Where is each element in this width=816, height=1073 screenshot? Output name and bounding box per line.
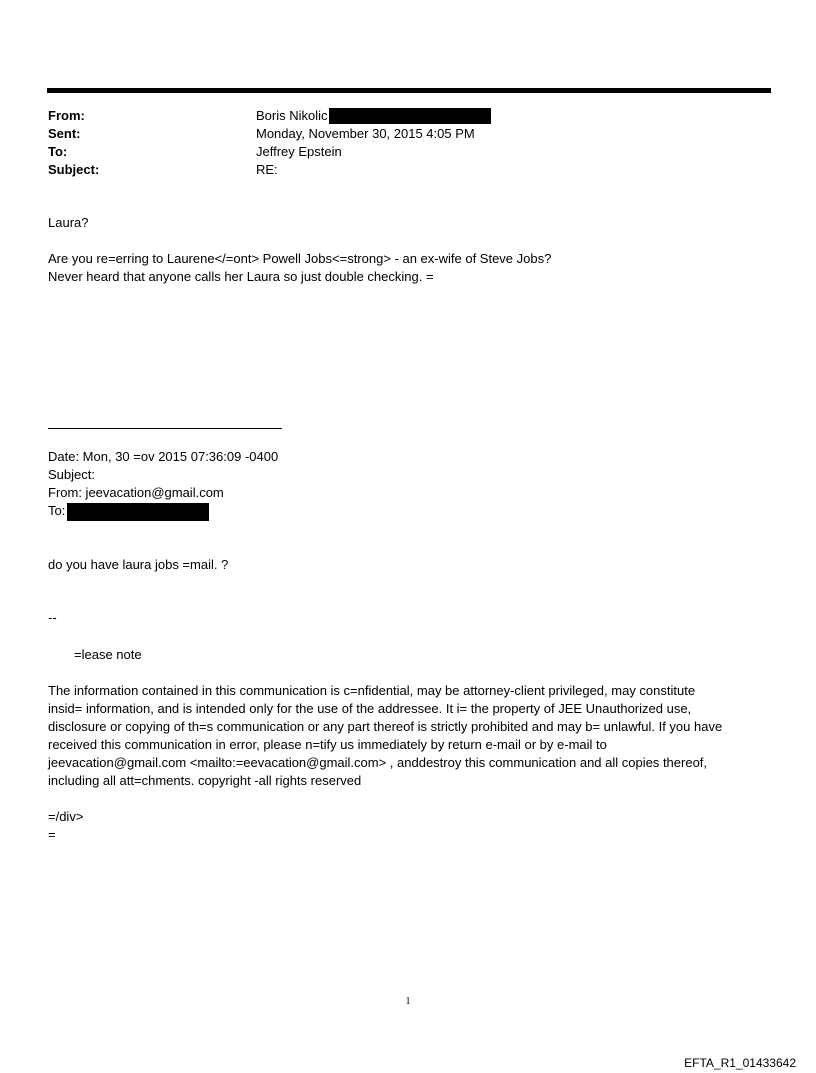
quoted-message: do you have laura jobs =mail. ?	[48, 557, 229, 572]
reply-body	[48, 214, 768, 286]
reply-line-2: Are you re=erring to Laurene</=ont> Powell Jobs<=strong> - an ex-wife of Steve Jobs?	[48, 251, 552, 266]
disclaimer	[48, 682, 778, 790]
quoted-headers	[48, 448, 278, 521]
subject-row	[48, 161, 491, 179]
please-note: =lease note	[74, 647, 142, 662]
disclaimer-line: The information contained in this communication is c=nfidential, may be attorney-client privileged, may constitute	[48, 683, 696, 698]
email-header	[48, 107, 491, 179]
to-label: To:	[48, 144, 68, 159]
trailer-line-2: =	[48, 827, 56, 842]
sent-label: Sent:	[48, 126, 81, 141]
quote-divider	[48, 428, 282, 429]
sent-row	[48, 125, 491, 143]
quoted-subject: Subject:	[48, 467, 95, 482]
quoted-to-label: To:	[48, 503, 66, 518]
disclaimer-line: disclosure or copying of th=s communication or any part thereof is strictly prohibited and may b= unlawful. If you have	[48, 719, 723, 734]
to-row	[48, 143, 491, 161]
quoted-to-row	[48, 502, 278, 521]
document-id: EFTA_R1_01433642	[684, 1056, 796, 1070]
subject-label: Subject:	[48, 162, 100, 177]
page-number: 1	[405, 996, 411, 1007]
disclaimer-line: including all att=chments. copyright -all rights reserved	[48, 773, 362, 788]
quoted-date: Date: Mon, 30 =ov 2015 07:36:09 -0400	[48, 449, 279, 464]
from-value: Boris Nikolic	[256, 108, 328, 123]
redaction-box	[329, 108, 491, 124]
subject-value: RE:	[256, 162, 278, 177]
sent-value: Monday, November 30, 2015 4:05 PM	[256, 126, 475, 141]
quoted-from: From: jeevacation@gmail.com	[48, 485, 224, 500]
signature-dashes: --	[48, 610, 57, 625]
from-row	[48, 107, 491, 125]
trailer-line-1: =/div>	[48, 809, 84, 824]
from-label: From:	[48, 108, 85, 123]
disclaimer-line: jeevacation@gmail.com <mailto:=eevacation@gmail.com> , anddestroy this communication and all copies thereof,	[48, 755, 708, 770]
trailer	[48, 808, 768, 844]
disclaimer-line: insid= information, and is intended only for the use of the addressee. It i= the property of JEE Unauthorized use,	[48, 701, 692, 716]
redaction-box	[67, 503, 209, 521]
header-rule	[47, 88, 771, 93]
from-value-wrap	[256, 107, 491, 125]
reply-line-1: Laura?	[48, 215, 89, 230]
to-value: Jeffrey Epstein	[256, 144, 342, 159]
reply-line-3: Never heard that anyone calls her Laura so just double checking. =	[48, 269, 434, 284]
disclaimer-line: received this communication in error, please n=tify us immediately by return e-mail or by e-mail to	[48, 737, 607, 752]
